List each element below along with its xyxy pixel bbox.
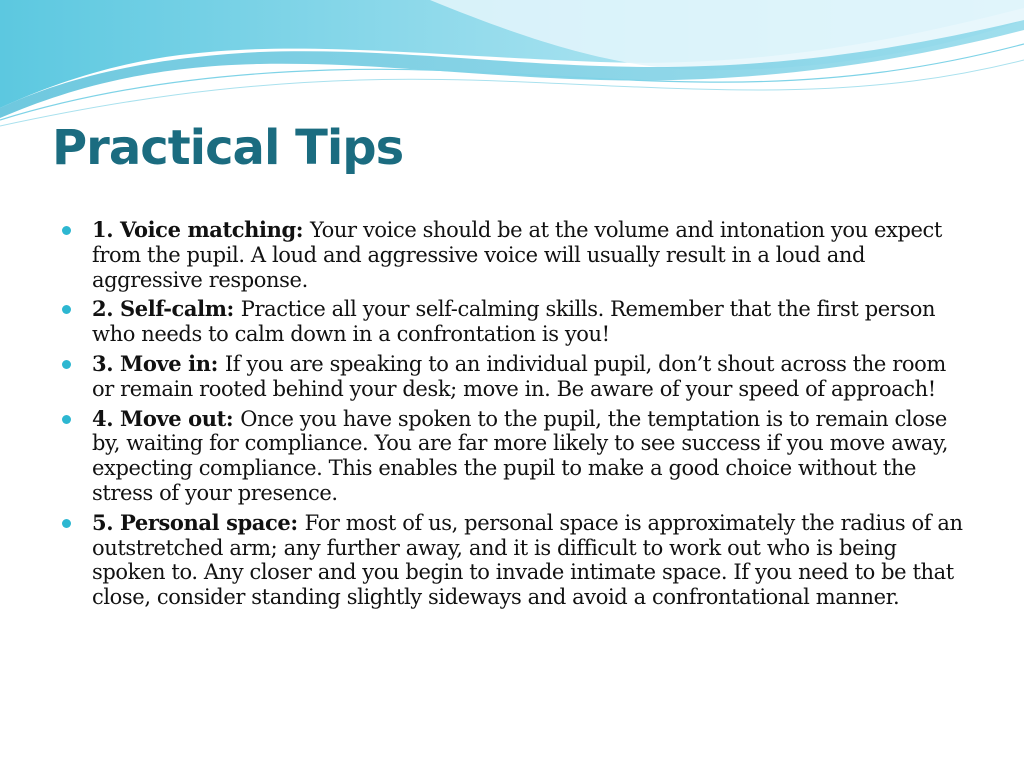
tip-text: Once you have spoken to the pupil, the temptation is to remain close by, waiting for compliance. You are far more likely to see success if you move away, expecting compliance. This enables the pupil to make a good choice without the stress of your presence.	[92, 406, 948, 505]
bullet-dot-icon	[62, 305, 71, 314]
tip-text: For most of us, personal space is approximately the radius of an outstretched arm; any further away, and it is difficult to work out who is being spoken to. Any closer and you begin to invade intimate space. If you need to be that close, consider standing slightly sideways and avoid a confrontational manner.	[92, 510, 963, 610]
tip-text: If you are speaking to an individual pupil, don’t shout across the room or remain rooted behind your desk; move in. Be aware of your speed of approach!	[92, 351, 946, 401]
bullet-dot-icon	[62, 226, 71, 235]
slide-title: Practical Tips	[52, 120, 404, 176]
tip-label: 5. Personal space:	[92, 509, 305, 535]
list-item	[60, 352, 970, 402]
list-item	[60, 511, 970, 610]
list-item	[60, 218, 970, 292]
bullet-dot-icon	[62, 360, 71, 369]
list-item	[60, 407, 970, 506]
list-item	[60, 297, 970, 347]
tip-label: 3. Move in:	[92, 350, 225, 376]
bullet-dot-icon	[62, 415, 71, 424]
tip-text: Your voice should be at the volume and intonation you expect from the pupil. A loud and aggressive voice will usually result in a loud and aggressive response.	[92, 218, 942, 292]
tip-label: 4. Move out:	[92, 405, 241, 431]
tips-list	[60, 218, 970, 615]
bullet-dot-icon	[62, 519, 71, 528]
tip-text: Practice all your self-calming skills. Remember that the first person who needs to calm down in a confrontation is you!	[92, 297, 936, 347]
tip-label: 1. Voice matching:	[92, 217, 311, 242]
tip-label: 2. Self-calm:	[92, 296, 241, 322]
wave-decoration	[0, 0, 1024, 130]
